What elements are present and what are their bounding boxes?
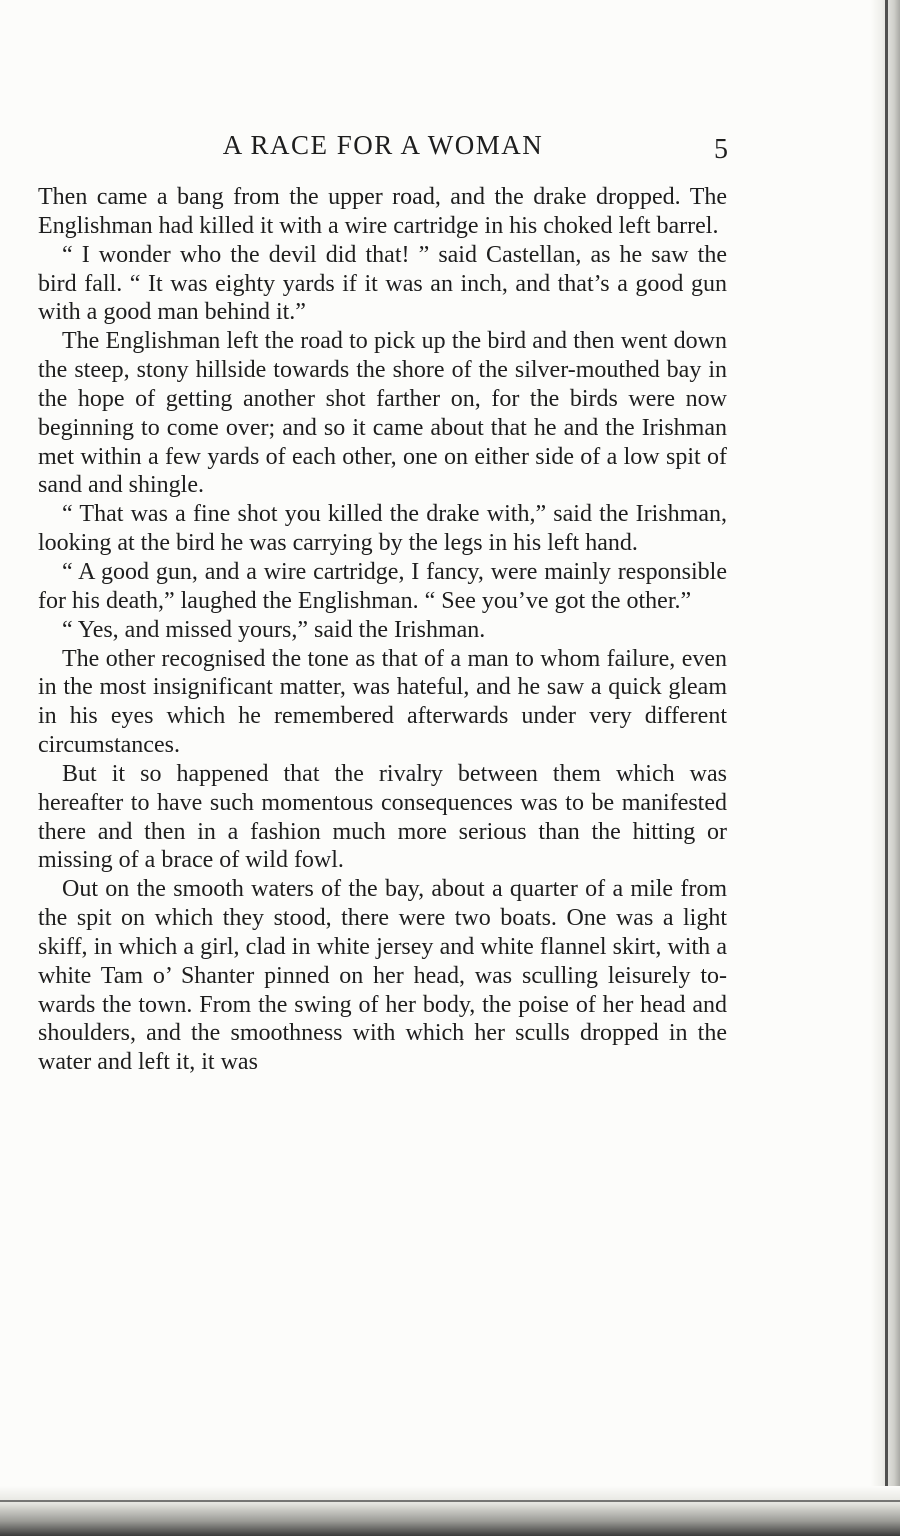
paragraph: The other recognised the tone as that of a man to whom failure, even in the most insignificant matter, was hateful, and he saw a quick gleam in his eyes which he remembered afterwards under very different circumstances. (38, 645, 727, 759)
paragraph: “ A good gun, and a wire cartridge, I fancy, were mainly responsible for his death,” laughed the Englishman. “ See you’ve got the other.” (38, 558, 727, 614)
paragraph: “ I wonder who the devil did that! ” said Castellan, as he saw the bird fall. “ It was eighty yards if it was an inch, and that’s a good gun with a good man behind it.” (38, 241, 727, 326)
page-bottom-edge-shadow (0, 1486, 900, 1536)
paragraph: “ That was a fine shot you killed the drake with,” said the Irishman, looking at the bird he was carrying by the legs in his left hand. (38, 501, 727, 557)
body-text (38, 183, 727, 1077)
page-number: 5 (714, 134, 728, 165)
paragraph: The Englishman left the road to pick up the bird and then went down the steep, stony hillside towards the shore of the silver-mouthed bay in the hope of getting another shot farther on, for the birds were now beginning to come over; and so it came about that he and the Irishman met within a few yards of each other, one on either side of a low spit of sand and shingle. (38, 328, 727, 499)
paragraph: Then came a bang from the upper road, and the drake dropped. The Englishman had killed it with a wire cartridge in his choked left barrel. (38, 184, 727, 239)
page-header (38, 130, 728, 170)
paragraph: Out on the smooth waters of the bay, about a quarter of a mile from the spit on which they stood, there were two boats. One was a light skiff, in which a girl, clad in white jersey and white flannel skirt, with a white Tam o’ Shanter pinned on her head, was sculling leisurely towards the town. From the swing of her body, the poise of her head and shoulders, and the smoothness with which her sculls dropped in the water and left it, it was (38, 876, 727, 1076)
paragraph: But it so happened that the rivalry between them which was hereafter to have such momentous consequences was to be manifested there and then in a fashion much more serious than the hitting or missing of a brace of wild fowl. (38, 760, 727, 874)
page-right-edge-line (885, 0, 888, 1490)
paragraph: “ Yes, and missed yours,” said the Irishman. (62, 616, 486, 643)
page-bottom-edge-line (0, 1500, 900, 1502)
running-head: A RACE FOR A WOMAN (222, 130, 544, 160)
